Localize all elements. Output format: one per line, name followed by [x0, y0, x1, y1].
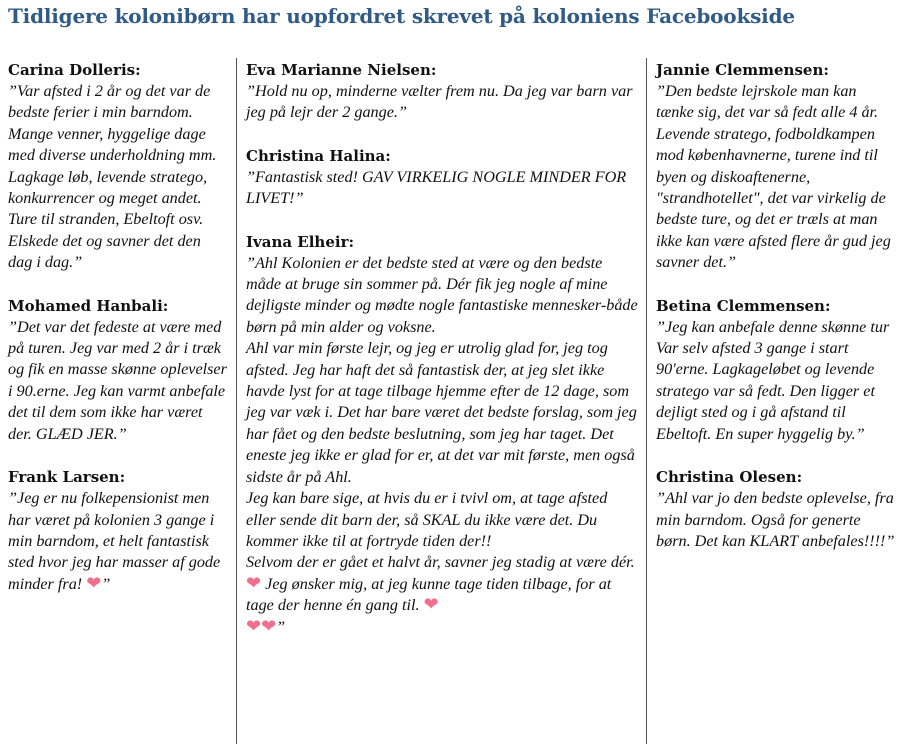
column-divider — [236, 58, 237, 744]
testimonial-text: ”Fantastisk sted! GAV VIRKELIG NOGLE MINDER FOR LIVET!” — [246, 167, 627, 208]
testimonial-paragraph: Selvom der er gået et halvt år, savner jeg stadig at være dér. ❤ Jeg ønsker mig, at jeg kunne tage tiden tilbage, for at tage der henne én gang til. ❤ ❤❤” — [246, 553, 635, 636]
heart-icon: ❤ — [423, 594, 439, 615]
testimonial — [8, 467, 228, 595]
testimonial-text: ”Jeg er nu folkepensionist men har været på kolonien 3 gange i min barndom, et helt fantastisk sted hvor jeg har masser af gode minder fra! ❤” — [8, 489, 221, 593]
testimonial — [8, 296, 228, 445]
testimonial-text: ”Hold nu op, minderne vælter frem nu. Da jeg var barn var jeg på lejr der 2 gange.” — [246, 82, 633, 122]
heart-icon: ❤❤ — [246, 615, 277, 636]
page-title: Tidligere kolonibørn har uopfordret skrevet på koloniens Facebookside — [8, 4, 795, 28]
testimonial-text: ”Det var det fedeste at være med på turen. Jeg var med 2 år i træk og fik en masse skønne oplevelser i 90.erne. Jeg kan varmt anbefale det til dem som ikke har været der. GLÆD JER.” — [8, 317, 227, 443]
testimonial — [656, 467, 896, 552]
author-name: Christina Halina: — [246, 146, 391, 165]
testimonial — [246, 232, 640, 638]
testimonial-text: ”Jeg kan anbefale denne skønne tur Var selv afsted 3 gange i start 90'erne. Lagkageløbet og levende stratego var så fedt. Den ligger et dejligt sted og i gå afstand til Ebeltoft. En super hyggelig by.” — [656, 317, 890, 443]
testimonial-text: ”Ahl var jo den bedste oplevelse, fra min barndom. Også for generte børn. Det kan KLART anbefales!!!!” — [656, 489, 895, 550]
column-middle — [246, 60, 640, 744]
testimonial-paragraph: Ahl var min første lejr, og jeg er utrolig glad for, jeg tog afsted. Jeg har haft det så fantastisk der, at jeg slet ikke havde lyst for at tage tilbage hjemme efter de 12 dage, som jeg var væk i. Det har bare været det bedste forslag, som jeg har fået og den bedste beslutning, som jeg har taget. Det eneste jeg ikke er glad for er, at det var mit første, men også sidste år på Ahl. — [246, 339, 637, 486]
column-left — [8, 60, 228, 744]
testimonial — [656, 60, 896, 274]
column-divider — [646, 58, 647, 744]
testimonial-paragraph: ”Ahl Kolonien er det bedste sted at være og den bedste måde at bruge sin sommer på. Dér fik jeg nogle af mine dejligste minder og mødte nogle fantastiske mennesker-både børn på min alder og voksne. — [246, 253, 638, 336]
author-name: Betina Clemmensen: — [656, 296, 831, 315]
column-right — [656, 60, 896, 744]
heart-icon: ❤ — [246, 572, 262, 593]
testimonial-paragraph: Jeg kan bare sige, at hvis du er i tvivl om, at tage afsted eller sende dit barn der, så SKAL du ikke være det. Du kommer ikke til at fortryde tiden der!! — [246, 489, 608, 550]
testimonial-text: ”Var afsted i 2 år og det var de bedste ferier i min barndom. Mange venner, hyggelige dage med diverse underholdning mm. Lagkage løb, levende stratego, konkurrencer og meget andet. Ture til stranden, Ebeltoft osv. Elskede det og savner det den dag i dag.” — [8, 82, 217, 272]
author-name: Frank Larsen: — [8, 468, 126, 487]
author-name: Eva Marianne Nielsen: — [246, 61, 437, 79]
author-name: Carina Dolleris: — [8, 61, 141, 79]
author-name: Ivana Elheir: — [246, 232, 355, 251]
testimonial — [656, 296, 896, 445]
testimonial — [246, 60, 640, 124]
heart-icon: ❤ — [86, 572, 102, 593]
author-name: Christina Olesen: — [656, 468, 803, 487]
author-name: Jannie Clemmensen: — [656, 61, 829, 79]
testimonial — [8, 60, 228, 274]
testimonial — [246, 146, 640, 210]
testimonial-text: ”Den bedste lejrskole man kan tænke sig, det var så fedt alle 4 år. Levende stratego, fodboldkampen mod københavnerne, turene ind til byen og diskoaftenerne, "strandhotellet", det var virkelig de bedste ture, og det er træls at man ikke kan være afsted flere år gud jeg savner det.” — [656, 82, 891, 272]
author-name: Mohamed Hanbali: — [8, 296, 169, 315]
